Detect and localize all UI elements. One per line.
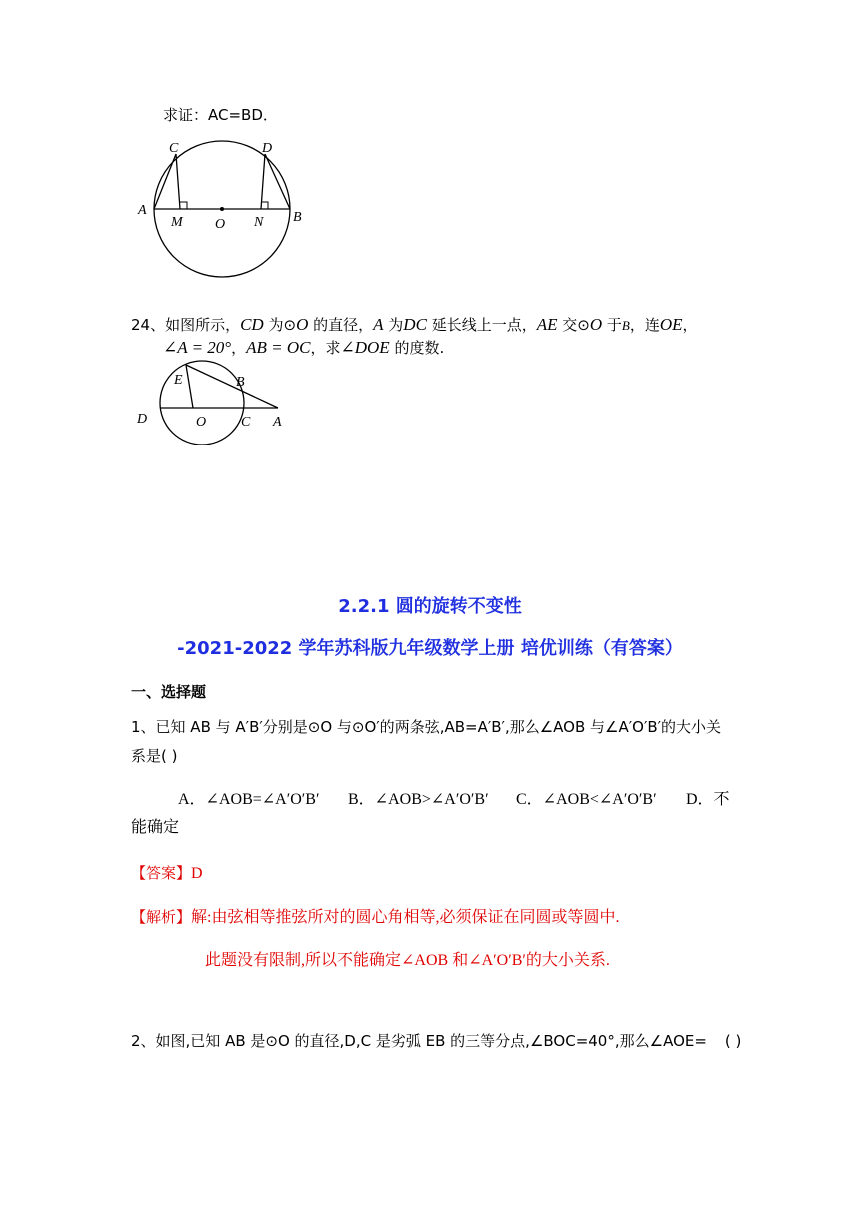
answer-value: D bbox=[191, 865, 203, 882]
option-b: B．∠AOB>∠A′O′B′ bbox=[348, 791, 489, 808]
question-24-line1: 24、如图所示，CD 为⊙O 的直径，A 为DC 延长线上一点，AE 交⊙O 于B，连OE， bbox=[131, 315, 698, 334]
question-24-line2: ∠A = 20°，AB = OC，求∠DOE 的度数. bbox=[163, 338, 445, 357]
section-heading: 一、选择题 bbox=[131, 683, 207, 701]
option-a: A．∠AOB=∠A′O′B′ bbox=[178, 791, 320, 808]
question-1-line2: 系是( ) bbox=[131, 747, 178, 765]
answer-tag: 【答案】 bbox=[131, 864, 192, 882]
label-n: N bbox=[254, 215, 264, 230]
figure-circle-secant bbox=[132, 360, 297, 445]
label-b: B bbox=[236, 375, 245, 390]
figure-circle-chords bbox=[130, 132, 310, 282]
label-c: C bbox=[169, 141, 179, 156]
analysis-tag: 【解析】 bbox=[131, 908, 192, 926]
label-b: B bbox=[293, 210, 302, 225]
answer-line bbox=[131, 863, 203, 884]
proof-statement: 求证：AC=BD． bbox=[163, 106, 278, 124]
question-2: 2、如图,已知 AB 是⊙O 的直径,D,C 是劣弧 EB 的三等分点,∠BOC=40°,那么∠AOE= ( ) bbox=[131, 1032, 742, 1050]
question-1-line1: 1、已知 AB 与 A′B′分别是⊙O 与⊙O′的两条弦,AB=A′B′,那么∠AOB 与∠A′O′B′的大小关 bbox=[131, 718, 722, 736]
label-a: A bbox=[273, 415, 282, 430]
label-o: O bbox=[196, 415, 207, 430]
analysis-line1: 【解析】解:由弦相等推弦所对的圆心角相等,必须保证在同圆或等圆中. bbox=[131, 908, 620, 926]
analysis-line2: 此题没有限制,所以不能确定∠AOB 和∠A′O′B′的大小关系. bbox=[205, 952, 610, 969]
label-e: E bbox=[174, 373, 183, 388]
label-c: C bbox=[241, 415, 251, 430]
label-o: O bbox=[215, 217, 226, 232]
label-d: D bbox=[262, 141, 273, 156]
label-m: M bbox=[171, 215, 183, 230]
option-d: D．不 bbox=[686, 791, 730, 808]
option-c: C．∠AOB<∠A′O′B′ bbox=[516, 791, 657, 808]
label-a: A bbox=[138, 203, 147, 218]
label-d: D bbox=[137, 412, 148, 427]
section-subtitle: -2021-2022 学年苏科版九年级数学上册 培优训练（有答案） bbox=[177, 638, 683, 659]
option-d-cont: 能确定 bbox=[131, 819, 180, 836]
section-title: 2.2.1 圆的旋转不变性 bbox=[338, 596, 522, 617]
